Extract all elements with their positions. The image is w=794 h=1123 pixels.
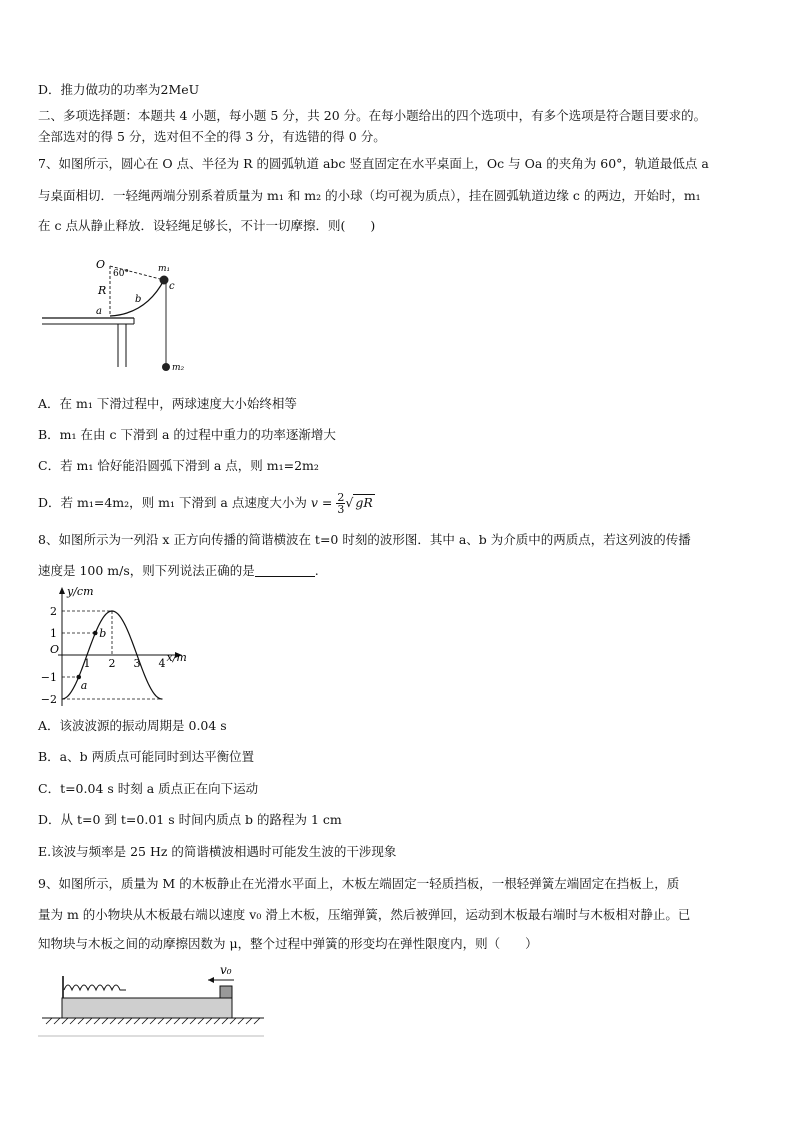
label-m1: m₁ — [158, 264, 171, 274]
q8-wave-chart — [38, 584, 208, 706]
q8-option-e: E.该波与频率是 25 Hz 的简谐横波相遇时可能发生波的干涉现象 — [38, 844, 397, 859]
velocity-arrowhead — [208, 977, 214, 983]
wave-data-point — [61, 698, 62, 699]
ball-m1 — [160, 276, 169, 285]
wave-data-point — [111, 610, 112, 611]
q7-stem-line3: 在 c 点从静止释放．设轻绳足够长，不计一切摩擦．则( ) — [38, 218, 376, 233]
q7-option-c: C．若 m₁ 恰好能沿圆弧下滑到 a 点，则 m₁=2m₂ — [38, 458, 319, 473]
wave-data-point — [136, 654, 137, 655]
label-v0: v₀ — [220, 963, 232, 977]
q8-stem-end: . — [314, 563, 319, 578]
q6-option-d: D．推力做功的功率为2MeU — [38, 82, 200, 97]
q7-stem-line2: 与桌面相切．一轻绳两端分别系着质量为 m₁ 和 m₂ 的小球（均可视为质点），挂在圆弧轨道边缘 c 的两边，开始时，m₁ — [38, 188, 701, 203]
wave-data-point — [99, 623, 100, 624]
spring — [64, 985, 126, 990]
label-a: a — [96, 306, 102, 317]
point-b — [93, 631, 98, 636]
wave-data-point — [74, 685, 75, 686]
x-tick-label: 2 — [108, 657, 116, 670]
origin-label: O — [50, 643, 60, 656]
x-tick-label: 3 — [133, 657, 141, 670]
fraction-denominator: 3 — [337, 503, 345, 516]
y-axis-arrow — [59, 587, 65, 594]
q7-stem-line1: 7、如图所示，圆心在 O 点、半径为 R 的圆弧轨道 abc 竖直固定在水平桌面上，Oc 与 Oa 的夹角为 60°，轨道最低点 a — [38, 156, 709, 171]
sqrt-radicand: gR — [355, 495, 373, 510]
point-label-a: a — [80, 679, 88, 692]
q7-option-d-text: D．若 m₁=4m₂，则 m₁ 下滑到 a 点速度大小为 — [38, 495, 307, 510]
x-tick-label: 1 — [83, 657, 91, 670]
wave-data-point — [149, 685, 150, 686]
q7-option-b: B．m₁ 在由 c 下滑到 a 的过程中重力的功率逐渐增大 — [38, 427, 336, 442]
label-O: O — [96, 258, 106, 271]
q9-stem-line1: 9、如图所示，质量为 M 的木板静止在光滑水平面上，木板左端固定一轻质挡板，一根轻弹簧左端固定在挡板上，质 — [38, 876, 680, 891]
q9-figure — [38, 962, 268, 1042]
label-m2: m₂ — [172, 363, 185, 373]
section2-header-line1: 二、多项选择题：本题共 4 小题，每小题 5 分，共 20 分。在每小题给出的四个选项中，有多个选项是符合题目要求的。 — [38, 108, 707, 123]
label-R: R — [98, 284, 107, 297]
q7-option-a: A．在 m₁ 下滑过程中，两球速度大小始终相等 — [38, 396, 297, 411]
q8-stem-line1: 8、如图所示为一列沿 x 正方向传播的简谐横波在 t=0 时刻的波形图．其中 a、b 为介质中的两质点，若这列波的传播 — [38, 532, 691, 547]
q8-stem-line2-text: 速度是 100 m/s，则下列说法正确的是 — [38, 563, 255, 578]
ground-hatch — [46, 1018, 260, 1024]
label-b: b — [135, 294, 142, 305]
label-c: c — [169, 281, 175, 292]
y-tick-label: −2 — [40, 693, 57, 706]
q7-figure — [38, 252, 208, 382]
block — [220, 986, 232, 998]
board — [62, 998, 232, 1018]
fraction-numerator: 2 — [337, 491, 345, 504]
q7-option-d-fraction — [336, 492, 345, 515]
answer-blank — [255, 564, 315, 577]
x-axis-label: x/m — [166, 651, 187, 664]
q8-option-a: A．该波波源的振动周期是 0.04 s — [38, 718, 227, 733]
q9-stem-line3: 知物块与木板之间的动摩擦因数为 μ，整个过程中弹簧的形变均在弹性限度内，则（ ） — [38, 936, 538, 951]
q7-option-d — [38, 490, 375, 516]
wave-data-point — [86, 654, 87, 655]
q8-option-b: B．a、b 两质点可能同时到达平衡位置 — [38, 749, 255, 764]
point-label-b: b — [99, 627, 107, 640]
label-angle: 60° — [113, 269, 129, 279]
y-tick-label: 2 — [50, 605, 57, 618]
wave-data-point — [124, 623, 125, 624]
wave-data-point — [161, 698, 162, 699]
q7-option-d-v: v = — [310, 495, 333, 510]
x-tick-label: 4 — [158, 657, 166, 670]
y-axis-label: y/cm — [67, 585, 94, 598]
q8-option-c: C．t=0.04 s 时刻 a 质点正在向下运动 — [38, 781, 259, 796]
ball-m2 — [162, 363, 170, 371]
q8-option-d: D．从 t=0 到 t=0.01 s 时间内质点 b 的路程为 1 cm — [38, 812, 342, 827]
q9-stem-line2: 量为 m 的小物块从木板最右端以速度 v₀ 滑上木板，压缩弹簧，然后被弹回，运动到木板最右端时与木板相对静止。已 — [38, 907, 691, 922]
q8-stem-line2 — [38, 562, 319, 580]
y-tick-label: 1 — [50, 627, 57, 640]
y-tick-label: −1 — [40, 671, 57, 684]
section2-header-line2: 全部选对的得 5 分，选对但不全的得 3 分，有选错的得 0 分。 — [38, 129, 386, 144]
sqrt-sign: √ — [345, 495, 354, 510]
